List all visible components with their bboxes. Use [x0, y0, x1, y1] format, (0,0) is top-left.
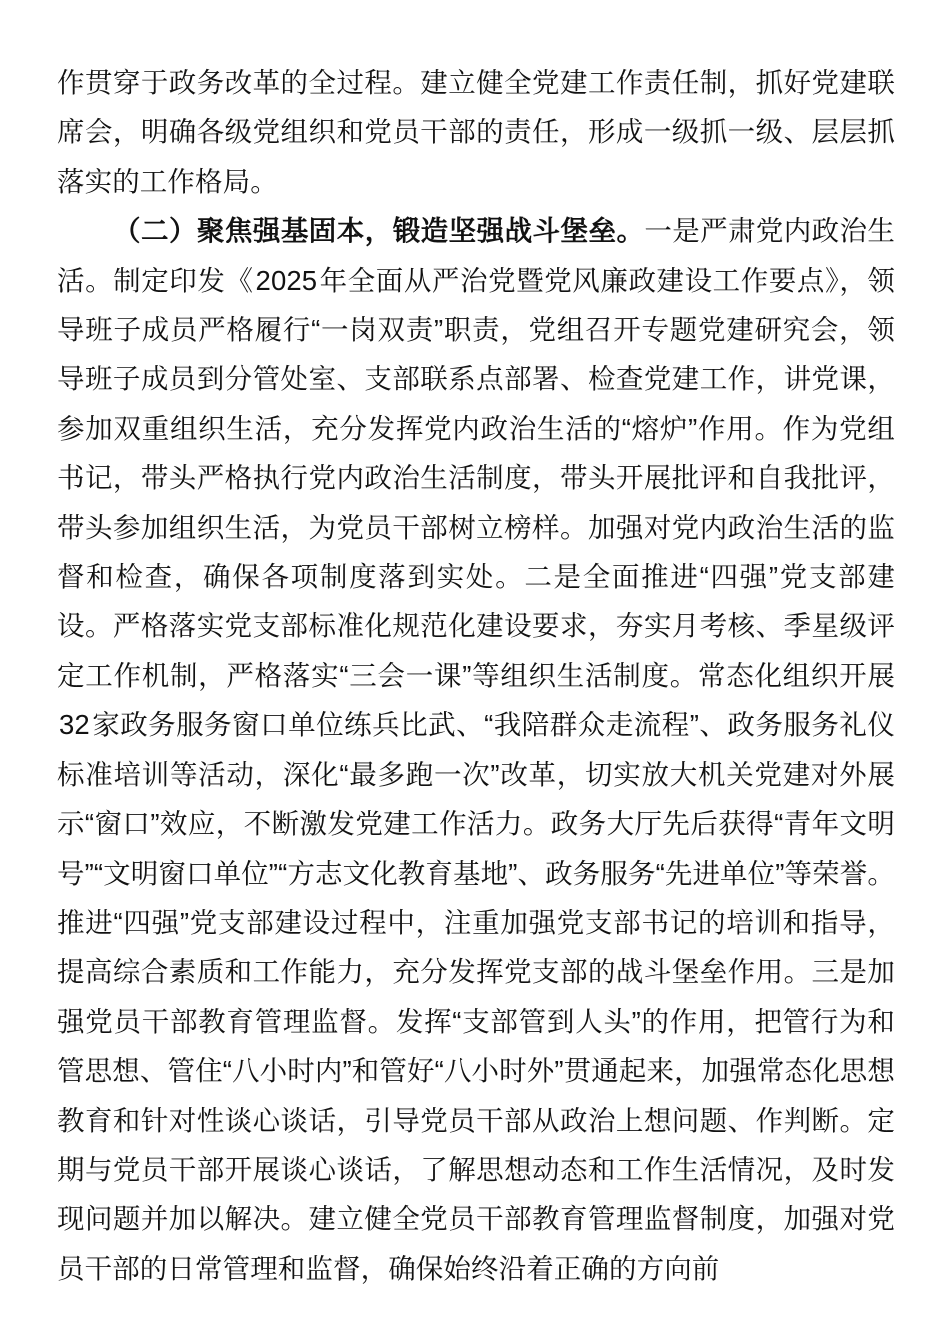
- paragraph-continued-party-building-responsibility: [57, 58, 895, 206]
- paragraph-section-two-strengthen-foundation: [57, 206, 895, 1293]
- text-run-regular-1: 一是严肃党内政治生活。制定印发《: [57, 215, 895, 296]
- text-run-regular-2: 年全面从严治党暨党风廉政建设工作要点》，领导班子成员严格履行“一岗双责”职责，党组召开专题党建研究会，领导班子成员到分管处室、支部联系点部署、检查党建工作，讲党课，参加双重组织生活，充分发挥党内政治生活的“熔炉”作用。作为党组书记，带头严格执行党内政治生活制度，带头开展批评和自我批评，带头参加组织生活，为党员干部树立榜样。加强对党内政治生活的监督和检查，确保各项制度落到实处。二是全面推进“四强”党支部建设。严格落实党支部标准化规范化建设要求，夯实月考核、季星级评定工作机制，严格落实“三会一课”等组织生活制度。常态化组织开展: [57, 264, 895, 691]
- text-run-regular: 作贯穿于政务改革的全过程。建立健全党建工作责任制，抓好党建联席会，明确各级党组织和党员干部的责任，形成一级抓一级、层层抓落实的工作格局。: [57, 67, 895, 197]
- count-number-32: 32: [59, 709, 90, 741]
- text-run-regular-3: 家政务服务窗口单位练兵比武、“我陪群众走流程”、政务服务礼仪标准培训等活动，深化“最多跑一次”改革，切实放大机关党建对外展示“窗口”效应，不断激发党建工作活力。政务大厅先后获得“青年文明号”“文明窗口单位”“方志文化教育基地”、政务服务“先进单位”等荣誉。推进“四强”党支部建设过程中，注重加强党支部书记的培训和指导，提高综合素质和工作能力，充分发挥党支部的战斗堡垒作用。三是加强党员干部教育管理监督。发挥“支部管到人头”的作用，把管行为和管思想、管住“八小时内”和管好“八小时外”贯通起来，加强常态化思想教育和针对性谈心谈话，引导党员干部从政治上想问题、作判断。定期与党员干部开展谈心谈话，了解思想动态和工作生活情况，及时发现问题并加以解决。建立健全党员干部教育管理监督制度，加强对党员干部的日常管理和监督，确保始终沿着正确的方向前: [57, 709, 895, 1284]
- year-number-2025: 2025: [255, 264, 318, 296]
- document-body: [57, 58, 895, 1293]
- section-heading-run: （二）聚焦强基固本，锻造坚强战斗堡垒。: [113, 215, 645, 247]
